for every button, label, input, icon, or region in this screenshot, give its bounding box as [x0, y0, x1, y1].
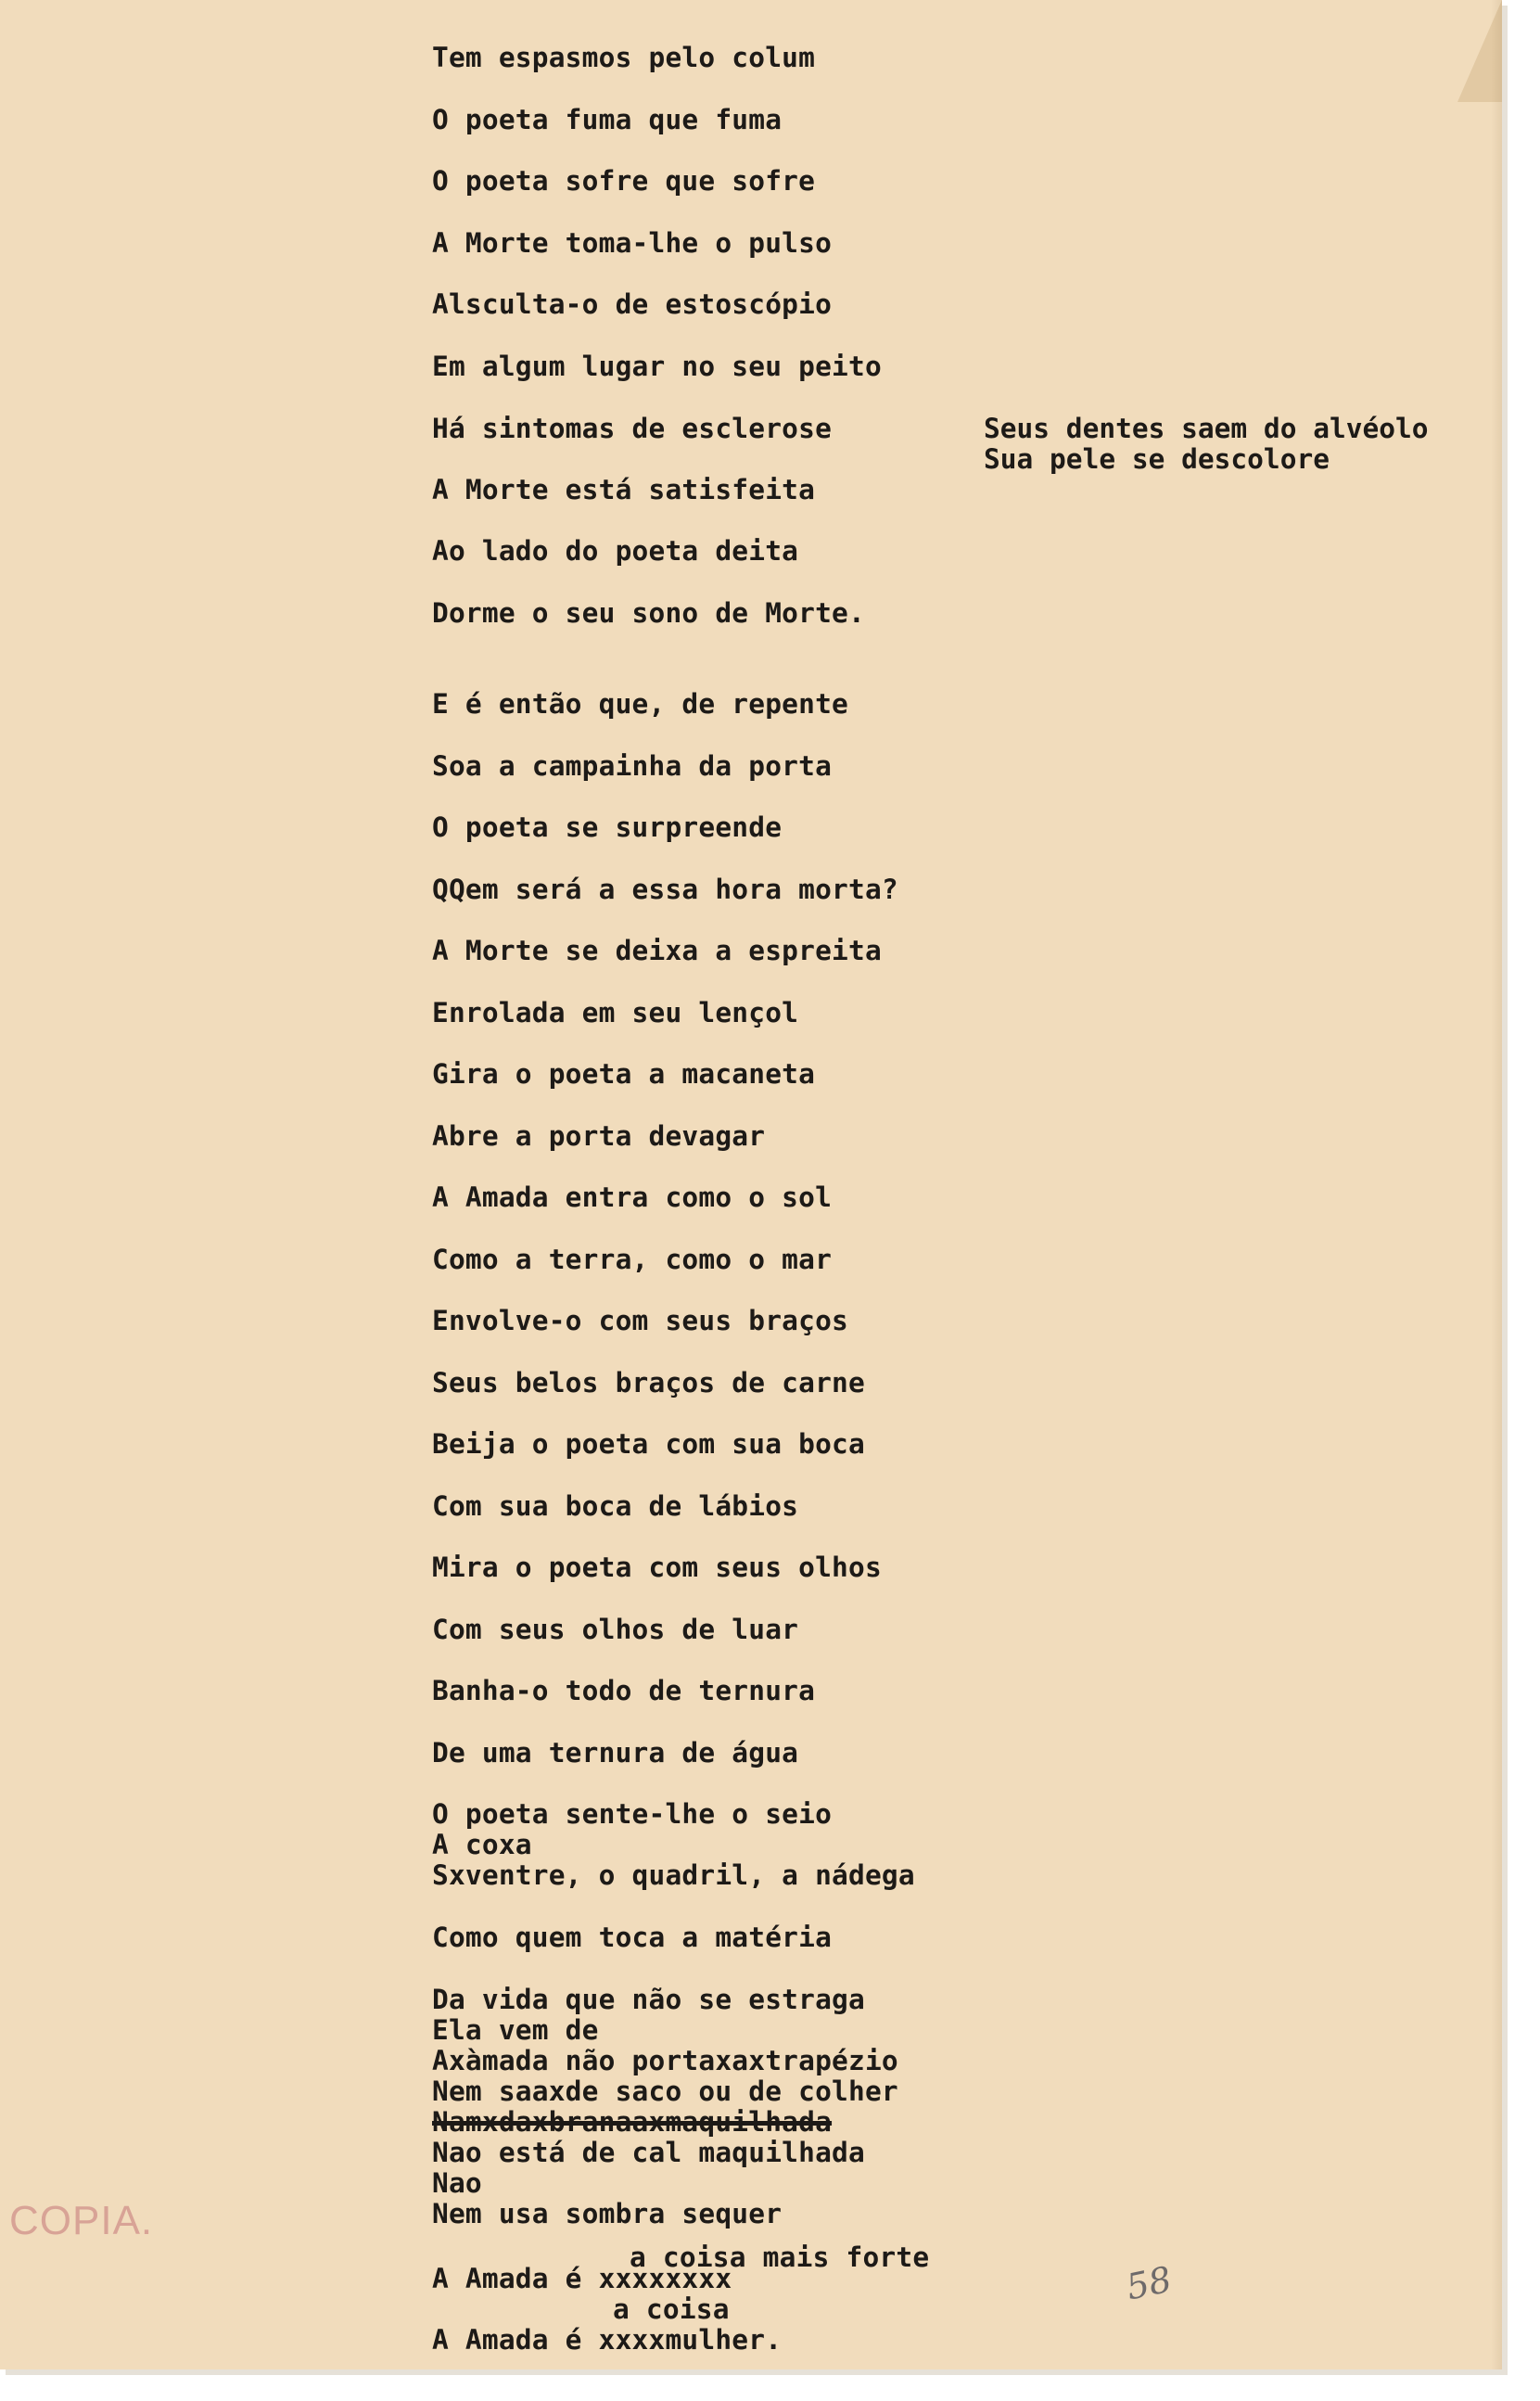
- poem-line: Tem espasmos pelo colum: [432, 42, 816, 73]
- margin-note-line: Sua pele se descolore: [984, 443, 1330, 475]
- poem-line: E é então que, de repente: [432, 688, 849, 720]
- poem-line: Da vida que não se estraga: [432, 1984, 865, 2015]
- poem-line: Mira o poeta com seus olhos: [432, 1552, 882, 1583]
- poem-line: A coxa: [432, 1829, 532, 1860]
- poem-line: Nao está de cal maquilhada: [432, 2137, 865, 2168]
- poem-line: Ao lado do poeta deita: [432, 535, 799, 567]
- poem-line: Abre a porta devagar: [432, 1120, 766, 1152]
- poem-line: A Morte toma-lhe o pulso: [432, 227, 833, 259]
- poem-line: O poeta sofre que sofre: [432, 165, 816, 197]
- poem-line-struck: A Amada é xxxxmulher.: [432, 2324, 783, 2356]
- copia-stamp: COPIA.: [9, 2198, 154, 2243]
- poem-line: Dorme o seu sono de Morte.: [432, 597, 865, 629]
- poem-line-insertion: a coisa: [613, 2293, 730, 2325]
- margin-note: [984, 414, 1429, 475]
- poem-line: QQem será a essa hora morta?: [432, 874, 898, 905]
- poem-line: A Morte está satisfeita: [432, 474, 816, 505]
- poem-line: Alsculta-o de estoscópio: [432, 288, 833, 320]
- poem-line: Envolve-o com seus braços: [432, 1305, 849, 1336]
- poem-line: Gira o poeta a macaneta: [432, 1058, 816, 1090]
- folded-corner: [1457, 0, 1502, 102]
- poem-line: Com sua boca de lábios: [432, 1490, 799, 1522]
- poem-line-struck: Axàmada não portaxaxtrapézio: [432, 2045, 898, 2076]
- poem-line: Como quem toca a matéria: [432, 1922, 833, 1953]
- poem-line: Soa a campainha da porta: [432, 750, 833, 782]
- poem-line: A Morte se deixa a espreita: [432, 935, 882, 966]
- poem-line: De uma ternura de água: [432, 1737, 799, 1769]
- handwritten-page-number: 58: [1122, 2258, 1176, 2308]
- poem-line: O poeta fuma que fuma: [432, 104, 783, 135]
- margin-note-line: Seus dentes saem do alvéolo: [984, 413, 1429, 444]
- poem-line: Beija o poeta com sua boca: [432, 1428, 865, 1460]
- poem-line-struck: Sxventre, o quadril, a nádega: [432, 1859, 915, 1891]
- poem-line: Nao: [432, 2167, 482, 2199]
- poem-line: A Amada entra como o sol: [432, 1181, 833, 1213]
- poem-line: Há sintomas de esclerose: [432, 413, 833, 444]
- poem-line: O poeta sente-lhe o seio: [432, 1798, 833, 1830]
- poem-line: O poeta se surpreende: [432, 811, 783, 843]
- poem-line: Ela vem de: [432, 2014, 599, 2046]
- poem-line: Em algum lugar no seu peito: [432, 351, 882, 382]
- poem-line: Com seus olhos de luar: [432, 1614, 799, 1645]
- poem-line-struck: Namxdaxbranaaxmaquilhada: [432, 2106, 833, 2138]
- poem-line-struck: Nem saaxde saco ou de colher: [432, 2075, 898, 2107]
- poem-line: Nem usa sombra sequer: [432, 2198, 783, 2229]
- poem-line-struck: A Amada é xxxxxxxx: [432, 2263, 732, 2294]
- poem-line: Banha-o todo de ternura: [432, 1675, 816, 1706]
- poem-line: Como a terra, como o mar: [432, 1244, 833, 1275]
- poem-line: Enrolada em seu lençol: [432, 997, 799, 1028]
- poem-line-insertion: a coisa mais forte: [630, 2241, 930, 2273]
- poem-line: Seus belos braços de carne: [432, 1367, 865, 1398]
